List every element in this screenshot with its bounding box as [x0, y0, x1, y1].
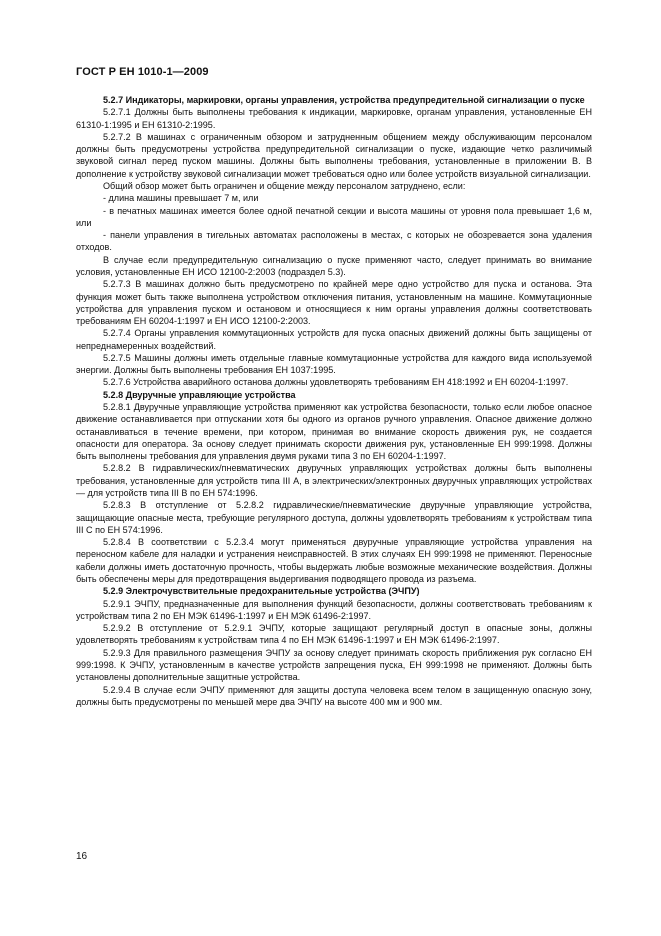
paragraph: 5.2.8.1 Двуручные управляющие устройства применяют как устройства безопасности, только если любое опасное движение останавливается при отпускании хотя бы одного из органов ручного управления. Опасное движение должно останавливаться в течение времени, при котором, принимая во внимание скорость движения рук, не создается опасности для оператора. За основу следует принимать скорости движения рук, установленные ЕН 999:1998. Должны быть выполнены требования для управления двумя руками типа 3 по ЕН 60204-1:1997. — [76, 402, 592, 462]
paragraph: - в печатных машинах имеется более одной печатной секции и высота машины от уровня пола превышает 1,6 м, или — [76, 205, 592, 228]
page-header: ГОСТ Р ЕН 1010-1—2009 — [76, 66, 209, 78]
section-heading: 5.2.8 Двуручные управляющие устройства — [103, 389, 296, 400]
paragraph: - панели управления в тигельных автоматах расположены в местах, с которых не обозревается зона удаления отходов. — [76, 230, 592, 253]
paragraph: 5.2.9.4 В случае если ЭЧПУ применяют для защиты доступа человека всем телом в защищенную опасную зону, должны быть предусмотрены по меньшей мере два ЭЧПУ на высоте 400 мм и 900 мм. — [76, 684, 592, 707]
paragraph: 5.2.7.5 Машины должны иметь отдельные главные коммутационные устройства для каждого вида используемой энергии. Должны быть выполнены требования ЕН 1037:1995. — [76, 352, 592, 376]
page-number: 16 — [76, 851, 88, 862]
paragraph: 5.2.8.3 В отступление от 5.2.8.2 гидравлические/пневматические двуручные управляющие устройства, защищающие опасные места, требующие регулярного доступа, должны удовлетворять требованиям к устройствам типа III С по ЕН 574:1996. — [76, 500, 592, 535]
paragraph: 5.2.7.1 Должны быть выполнены требования к индикации, маркировке, органам управления, установленные ЕН 61310-1:1995 и ЕН 61310-2:1995. — [76, 107, 592, 130]
section-heading: 5.2.7 Индикаторы, маркировки, органы управления, устройства предупредительной сигнализации о пуске — [103, 95, 585, 105]
paragraph: Общий обзор может быть ограничен и общение между персоналом затруднено, если: — [103, 180, 466, 191]
paragraph: 5.2.8.2 В гидравлических/пневматических двуручных управляющих устройствах должны быть выполнены требования, установленные для устройств типа III А, в электрических/электронных двуручных управляющих устройствах — для устройств типа III В по ЕН 574:1996. — [76, 463, 592, 498]
paragraph: - длина машины превышает 7 м, или — [103, 193, 259, 204]
paragraph: 5.2.9.1 ЭЧПУ, предназначенные для выполнения функций безопасности, должны соответствовать требованиям к устройствам типа 2 по ЕН МЭК 61496-1:1997 и ЕН МЭК 61496-2:1997. — [76, 598, 592, 621]
paragraph: 5.2.8.4 В соответствии с 5.2.3.4 могут применяться двуручные управляющие устройства управления на переносном кабеле для наладки и устранения неисправностей. В этих случаях ЕН 999:1998 не применяют. Переносные кабели должны иметь достаточную прочность, чтобы выдержать любые возможные механические воздействия. Должны быть обеспечены меры для предотвращения выдергивания подводящего провода из разъема. — [76, 537, 592, 584]
section-heading: 5.2.9 Электрочувствительные предохранительные устройства (ЭЧПУ) — [103, 586, 420, 597]
paragraph: В случае если предупредительную сигнализацию о пуске применяют часто, следует принимать во внимание условия, установленные ЕН ИСО 12100-2:2003 (подраздел 5.3). — [76, 254, 592, 277]
paragraph: 5.2.9.3 Для правильного размещения ЭЧПУ за основу следует принимать скорость приближения рук согласно ЕН 999:1998. К ЭЧПУ, установленным в качестве устройств запрещения пуска, ЕН 999:1998 не применяют. Должны быть установлены дополнительные защитные устройства. — [76, 647, 592, 683]
paragraph: 5.2.9.2 В отступление от 5.2.9.1 ЭЧПУ, которые защищают регулярный доступ в опасные зоны, должны удовлетворять требованиям к устройствам типа 4 по ЕН МЭК 61496-1:1997 и ЕН МЭК 61496-2:1997. — [76, 623, 592, 646]
document-body — [76, 94, 592, 708]
paragraph: 5.2.7.6 Устройства аварийного останова должны удовлетворять требованиям ЕН 418:1992 и ЕН 60204-1:1997. — [103, 377, 569, 388]
paragraph: 5.2.7.4 Органы управления коммутационных устройств для пуска опасных движений должны быть защищены от непреднамеренных воздействий. — [76, 328, 592, 351]
paragraph: 5.2.7.3 В машинах должно быть предусмотрено по крайней мере одно устройство для пуска и останова. Эта функция может быть также выполнена устройством отключения питания, установленным на машине. Коммутационные устройства для управления пуском и остановом и относящиеся к ним органы управления должны соответствовать требованиям ЕН 60204-1:1997 и ЕН ИСО 12100-2:2003. — [76, 279, 592, 327]
paragraph: 5.2.7.2 В машинах с ограниченным обзором и затрудненным общением между обслуживающим персоналом должны быть предусмотрены устройства предупредительной сигнализации о пуске, издающие четко различимый звуковой сигнал перед пуском машины. Должны быть выполнены требования, установленные в приложении В. В дополнение к устройству звуковой сигнализации может требоваться одно или более устройств визуальной сигнализации. — [76, 131, 592, 179]
